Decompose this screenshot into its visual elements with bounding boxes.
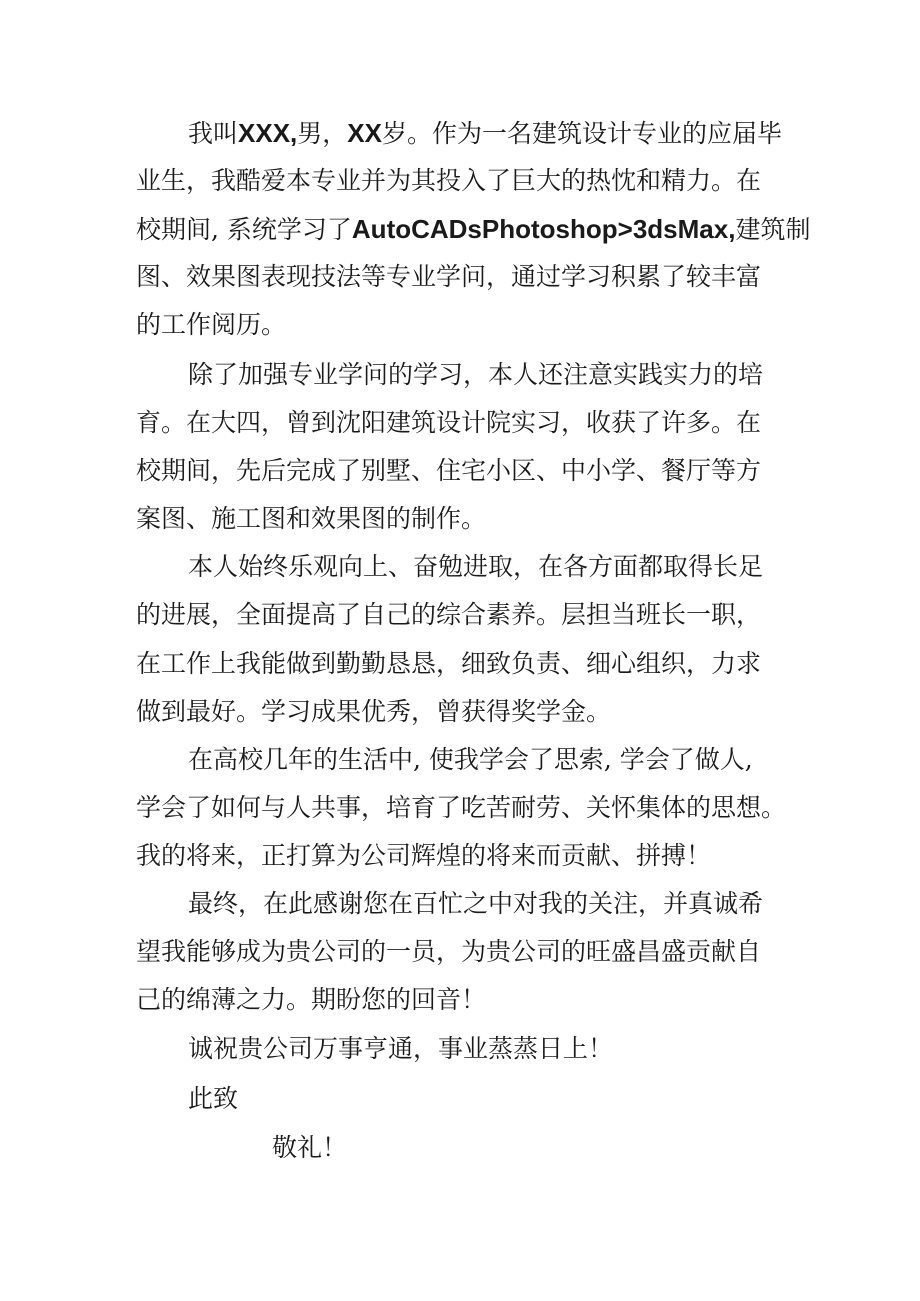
p1-line-3 xyxy=(136,205,810,253)
p3-line-3: 在工作上我能做到勤勤恳恳，细致负责、细心组织，力求 xyxy=(136,649,762,678)
p2-line-2: 育。在大四，曾到沈阳建筑设计院实习，收获了许多。在 xyxy=(136,408,762,437)
p1-line-1 xyxy=(188,109,782,157)
p4-line-1: 在高校几年的生活中, 使我学会了思索, 学会了做人, xyxy=(188,745,753,774)
p4-line-3: 我的将来，正打算为公司辉煌的将来而贡献、拼搏！ xyxy=(136,841,712,870)
p5-line-3: 己的绵薄之力。期盼您的回音！ xyxy=(136,985,487,1014)
p2-line-3: 校期间，先后完成了别墅、住宅小区、中小学、餐厅等方 xyxy=(136,456,762,485)
closing-wish: 诚祝贵公司万事亨通，事业蒸蒸日上！ xyxy=(188,1034,614,1063)
name-placeholder: XXX, xyxy=(238,118,298,148)
p2-line-1: 除了加强专业学问的学习，本人还注意实践实力的培 xyxy=(188,360,764,389)
p3-line-1: 本人始终乐观向上、奋勉进取，在各方面都取得长足 xyxy=(188,552,764,581)
regards: 敬礼！ xyxy=(272,1133,348,1162)
p3-line-4: 做到最好。学习成果优秀，曾获得奖学金。 xyxy=(136,697,612,726)
p1-line-5: 的工作阅历。 xyxy=(136,310,287,339)
software-list: AutoCADsPhotoshop>3dsMax, xyxy=(351,214,736,244)
text: 我叫 xyxy=(188,119,239,148)
p2-line-4: 案图、施工图和效果图的制作。 xyxy=(136,504,487,533)
salutation: 此致 xyxy=(188,1084,239,1113)
p1-line-2: 业生，我酷爱本专业并为其投入了巨大的热忱和精力。在 xyxy=(136,166,762,195)
age-placeholder: XX xyxy=(347,118,382,148)
p1-line-4: 图、效果图表现技法等专业学问，通过学习积累了较丰富 xyxy=(136,262,762,291)
p5-line-2: 望我能够成为贵公司的一员，为贵公司的旺盛昌盛贡献自 xyxy=(136,937,762,966)
p5-line-1: 最终，在此感谢您在百忙之中对我的关注，并真诚希 xyxy=(188,889,764,918)
p3-line-2: 的进展，全面提高了自己的综合素养。层担当班长一职， xyxy=(136,600,762,629)
text: 校期间, 系统学习了 xyxy=(136,215,352,244)
text: 岁。作为一名建筑设计专业的应届毕 xyxy=(381,119,782,148)
p4-line-2: 学会了如何与人共事，培育了吃苦耐劳、关怀集体的思想。 xyxy=(136,793,787,822)
text: 男， xyxy=(297,119,348,148)
text: 建筑制 xyxy=(735,215,811,244)
